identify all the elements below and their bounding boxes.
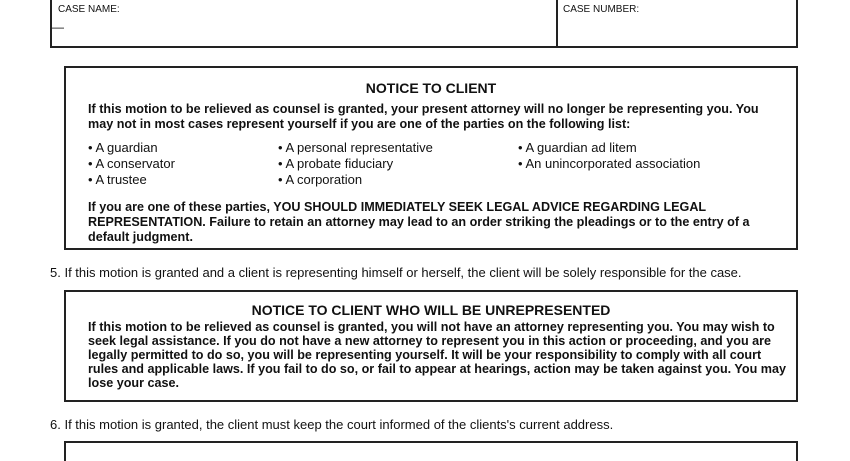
notice-intro-line-2: may not in most cases represent yourself if you are one of the parties on the following list:	[88, 117, 631, 131]
notice-warning-line-1: If you are one of these parties, YOU SHOULD IMMEDIATELY SEEK LEGAL ADVICE REGARDING LEGAL	[88, 200, 707, 214]
party-item: • A personal representative	[278, 140, 433, 155]
unrepresented-line-1: If this motion to be relieved as counsel is granted, you will not have an attorney representing you. You may wish to	[88, 320, 775, 334]
party-item: • A guardian ad litem	[518, 140, 637, 155]
unrepresented-line-4: rules and applicable laws. If you fail to do so, or fail to appear at hearings, action may be taken against you. You may	[88, 362, 786, 376]
party-item: • A guardian	[88, 140, 158, 155]
unrepresented-line-5: lose your case.	[88, 376, 180, 390]
case-name-field[interactable]: —	[52, 20, 64, 34]
notice-to-client-title: NOTICE TO CLIENT	[365, 80, 497, 96]
notice-intro-line-1: If this motion to be relieved as counsel is granted, your present attorney will no longer be representing you. You	[88, 102, 759, 116]
unrepresented-line-3: legally permitted to do so, you will be representing yourself. It will be your responsibility to comply with all court	[88, 348, 762, 362]
case-header-divider	[556, 0, 558, 48]
item-5-text: 5. If this motion is granted and a client is representing himself or herself, the client will be solely responsible for the case.	[50, 265, 742, 280]
notice-warning-line-2: REPRESENTATION. Failure to retain an attorney may lead to an order striking the pleadings or to the entry of a	[88, 215, 750, 229]
party-item: • A corporation	[278, 172, 363, 187]
party-item: • A probate fiduciary	[278, 156, 394, 171]
party-item: • A conservator	[88, 156, 175, 171]
case-name-label: CASE NAME:	[58, 4, 120, 15]
party-item: • A trustee	[88, 172, 147, 187]
case-number-label: CASE NUMBER:	[563, 4, 640, 15]
notice-unrepresented-title: NOTICE TO CLIENT WHO WILL BE UNREPRESENTED	[251, 302, 611, 318]
item-6-text: 6. If this motion is granted, the client must keep the court informed of the clients's current address.	[50, 417, 614, 432]
party-item: • An unincorporated association	[518, 156, 701, 171]
case-number-field[interactable]	[563, 18, 793, 44]
unrepresented-line-2: seek legal assistance. If you do not have a new attorney to represent you in this action or proceeding, and you are	[88, 334, 772, 348]
bottom-box	[64, 441, 798, 461]
notice-warning-line-3: default judgment.	[88, 230, 193, 244]
